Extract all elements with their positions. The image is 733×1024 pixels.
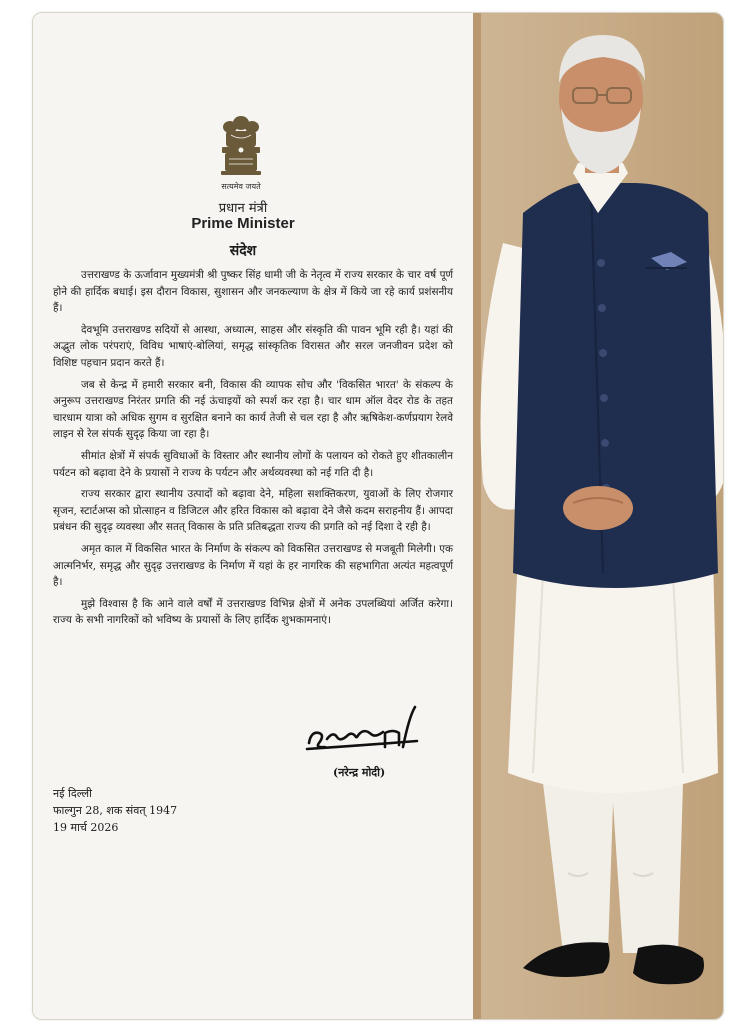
message-body [53, 267, 453, 634]
signatory-name: (नरेन्द्र मोदी) [333, 766, 386, 779]
paragraph: उत्तराखण्ड के ऊर्जावान मुख्यमंत्री श्री पुष्कर सिंह धामी जी के नेतृत्व में राज्य सरकार के चार वर्ष पूर्ण होने की हार्दिक बधाई। इस दौरान विकास, सुशासन और जनकल्याण के क्षेत्र में किये जा रहे कार्य प्रशंसनीय हैं। [53, 269, 453, 315]
letter-panel [33, 13, 473, 1019]
message-card [32, 12, 724, 1020]
paragraph: जब से केन्द्र में हमारी सरकार बनी, विकास की व्यापक सोच और 'विकसित भारत' के संकल्प के अनुरूप उत्तराखण्ड निरंतर प्रगति की नई ऊंचाइयों को स्पर्श कर रहा है। चार धाम ऑल वेदर रोड के तहत चारधाम यात्रा को अधिक सुगम व सुरक्षित बनाने का कार्य तेजी से चल रहा है और ऋषिकेश-कर्णप्रयाग रेलवे लाइन से रेल संपर्क सुदृढ़ किया जा रहा है। [53, 378, 453, 441]
paragraph: अमृत काल में विकसित भारत के निर्माण के संकल्प को विकसित उत्तराखण्ड से मजबूती मिलेगी। एक आत्मनिर्भर, समृद्ध और सुदृढ़ उत्तराखण्ड के निर्माण में यहां के हर नागरिक की सहभागिता अत्यंत महत्वपूर्ण है। [53, 542, 453, 589]
prime-minister-portrait [473, 13, 723, 1019]
paragraph: राज्य सरकार द्वारा स्थानीय उत्पादों को बढ़ावा देने, महिला सशक्तिकरण, युवाओं के लिए रोजगार सृजन, स्टार्टअप्स को प्रोत्साहन व डिजिटल और हरित विकास को बढ़ावा देने जैसे कदम सराहनीय हैं। आपदा प्रबंधन की सुदृढ़ व्यवस्था और सतत् विकास के प्रति प्रतिबद्धता राज्य की प्रगति को नई दिशा दे रही है। [53, 488, 453, 534]
national-emblem-icon [216, 113, 266, 183]
date-gregorian: 19 मार्च 2026 [53, 821, 119, 834]
place: नई दिल्ली [53, 787, 92, 800]
paragraph: देवभूमि उत्तराखण्ड सदियों से आस्था, अध्यात्म, साहस और संस्कृति की पावन भूमि रही है। यहां की अद्भुत लोक परंपराएं, विविध भाषाएं-बोलियां, समृद्ध सांस्कृतिक विरासत और सरल जनजीवन प्रदेश को विशिष्ट पहचान प्रदान करते हैं। [53, 323, 453, 369]
handwritten-signature [303, 703, 423, 758]
paragraph: सीमांत क्षेत्रों में संपर्क सुविधाओं के विस्तार और स्थानीय लोगों के पलायन को रोकते हुए शीतकालीन पर्यटन को बढ़ावा देने के प्रयासों ने राज्य के पर्यटन और अर्थव्यवस्था को नई गति दी है। [53, 449, 453, 479]
motto-text: सत्यमेव जयते [221, 182, 261, 191]
title-hindi: प्रधान मंत्री [218, 201, 268, 216]
title-english: Prime Minister [191, 215, 295, 232]
paragraph: मुझे विश्वास है कि आने वाले वर्षों में उत्तराखण्ड विभिन्न क्षेत्रों में अनेक उपलब्धियां अर्जित करेगा। राज्य के सभी नागरिकों को भविष्य के प्रयासों के लिए हार्दिक शुभकामनाएं। [53, 597, 453, 627]
message-title: संदेश [229, 243, 257, 259]
photo-panel [473, 13, 723, 1019]
date-saka: फाल्गुन 28, शक संवत् 1947 [53, 804, 178, 817]
place-date-block [53, 785, 177, 836]
